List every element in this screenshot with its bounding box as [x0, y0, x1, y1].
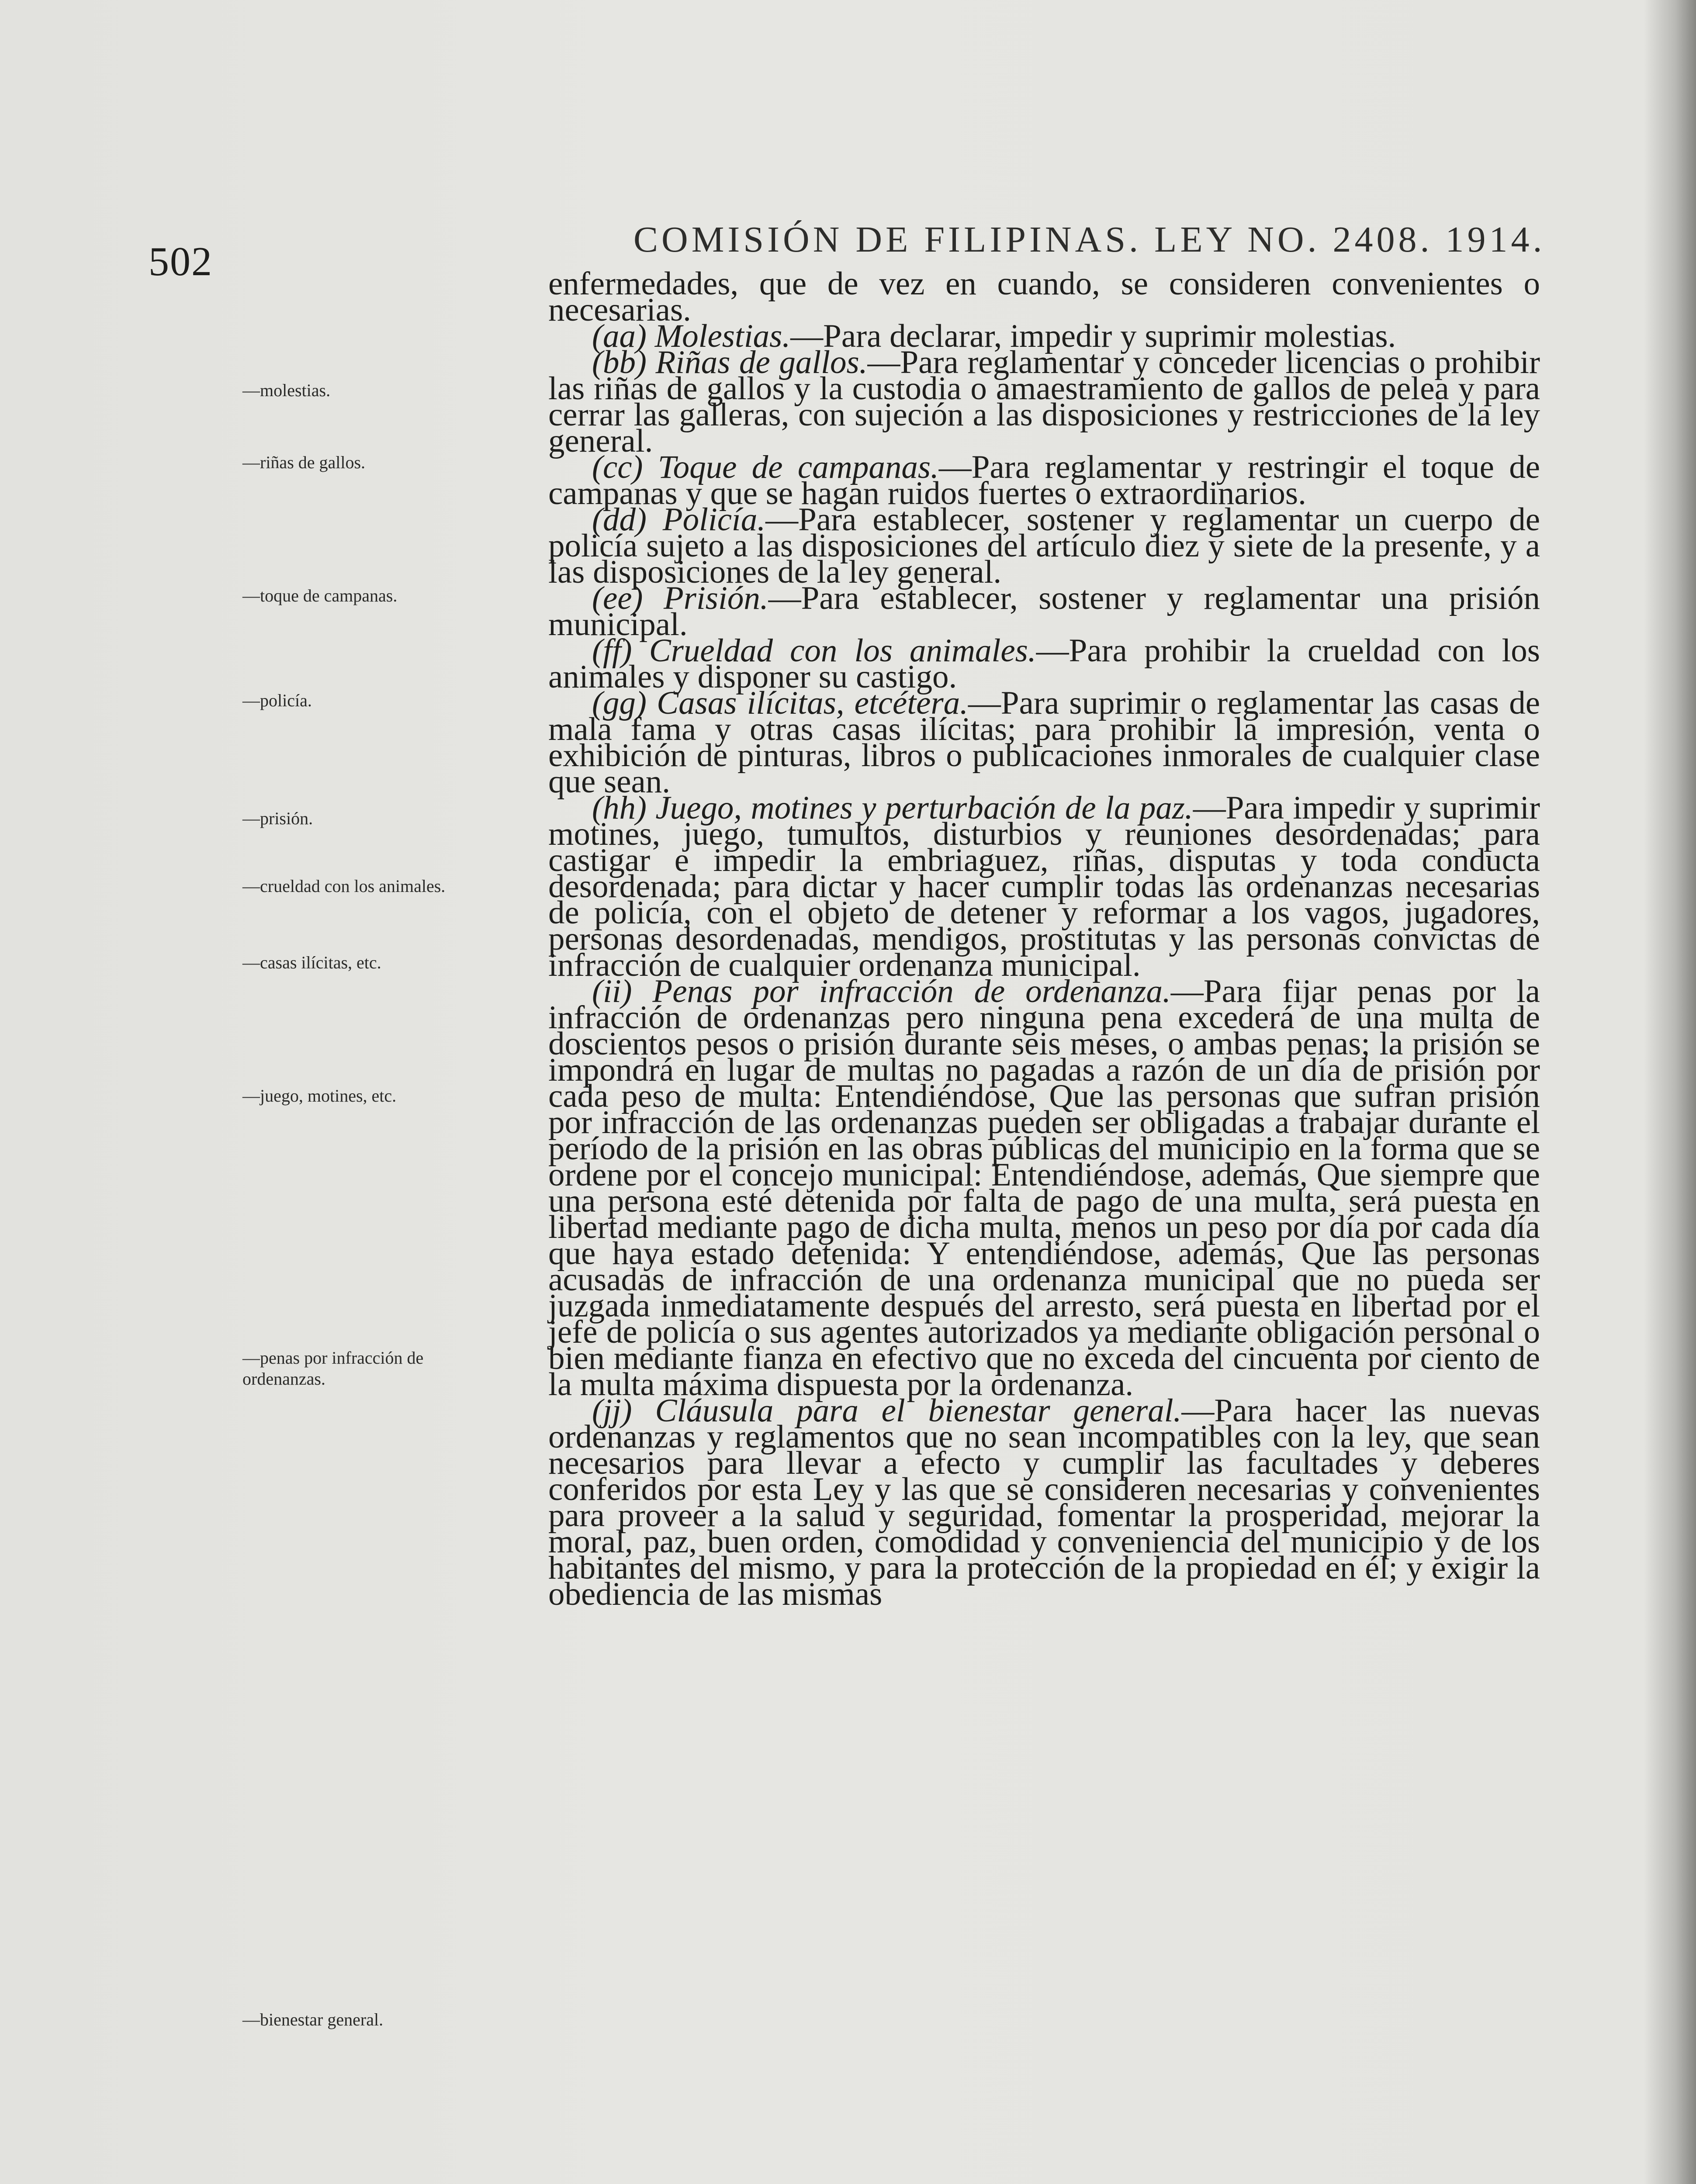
paragraph — [548, 344, 1540, 459]
paragraph-text: —Para impedir y suprimir motines, juego, tumultos, disturbios y reuniones desordenadas; para castigar e impedir la embriaguez, riñas, disputas y toda conducta desordenada; para dictar y hacer cumplir todas las ordenanzas necesarias de policía, con el objeto de detener y reformar a los vagos, jugadores, personas desordenadas, mendigos, prostitutas y las personas convictas de infracción de cualquier ordenanza municipal. — [548, 790, 1540, 983]
paragraph-label: (hh) Juego, motines y perturbación de la paz. — [592, 790, 1193, 826]
paragraph-label: (cc) Toque de campanas. — [592, 449, 939, 485]
body-text — [548, 266, 1540, 1612]
paragraph — [548, 790, 1540, 983]
paragraph-text: —Para suprimir o reglamentar las casas de mala fama y otras casas ilícitas; para prohibir la impresión, venta o exhibición de pinturas, libros o publicaciones inmorales de cualquier clase que sean. — [548, 685, 1540, 800]
paragraph — [548, 632, 1540, 695]
paragraph-label: (jj) Cláusula para el bienestar general. — [592, 1393, 1182, 1429]
paragraph-label: (aa) Molestias. — [592, 318, 791, 354]
sidenote-prision: —prisión. — [242, 809, 313, 828]
paragraph-label: (gg) Casas ilícitas, etcétera. — [592, 685, 968, 721]
sidenote-bienestar-general: —bienestar general. — [242, 2010, 384, 2029]
paragraph-label: (bb) Riñas de gallos. — [592, 344, 868, 380]
running-head: COMISIÓN DE FILIPINAS. LEY NO. 2408. 1914. — [633, 219, 1546, 260]
paragraph-text: —Para establecer, sostener y reglamentar un cuerpo de policía sujeto a las disposiciones del artículo diez y siete de la presente, y a las disposiciones de la ley general. — [548, 501, 1540, 590]
paragraph — [548, 973, 1540, 1403]
paragraph-text: —Para reglamentar y restringir el toque de campanas y que se hagan ruidos fuertes o extraordinarios. — [548, 449, 1540, 511]
sidenote-penas-por-infraccion: —penas por infracción de ordenanzas. — [242, 1348, 424, 1389]
paragraph — [548, 449, 1540, 511]
sidenote-crueldad-con-los-animales: —crueldad con los animales. — [242, 876, 446, 896]
sidenote-juego-motines: —juego, motines, etc. — [242, 1086, 397, 1106]
book-spine-shadow — [1644, 0, 1696, 2184]
paragraph — [548, 266, 1540, 328]
sidenote-casas-ilicitas: —casas ilícitas, etc. — [242, 953, 381, 972]
sidenote-rinas-de-gallos: —riñas de gallos. — [242, 453, 366, 472]
paragraph-text: —Para fijar penas por la infracción de ordenanzas pero ninguna pena excederá de una multa de doscientos pesos o prisión durante seis meses, o ambas penas; la prisión se impondrá en lugar de multas no pagadas a razón de un día de prisión por cada peso de multa: Entendiéndose, Que las personas que sufran prisión por infracción de las ordenanzas pueden ser obligadas a trabajar durante el período de la prisión en las obras públicas del municipio en la forma que se ordene por el concejo municipal: Entendiéndose, además, Que siempre que una persona esté detenida por falta de pago de una multa, será puesta en libertad mediante pago de dicha multa, menos un peso por día por cada día que haya estado detenida: Y entendiéndose, además, Que las personas acusadas de infracción de una ordenanza municipal que no pueda ser juzgada inmediatamente después del arresto, será puesta en libertad por el jefe de policía o sus agentes autorizados ya mediante obligación personal o bien mediante fianza en efectivo que no exceda del cincuenta por ciento de la multa máxima dispuesta por la ordenanza. — [548, 973, 1540, 1403]
paragraph-text: —Para hacer las nuevas ordenanzas y reglamentos que no sean incompatibles con la ley, que sean necesarios para llevar a efecto y cumplir las facultades y deberes conferidos por esta Ley y las que se consideren necesarias y convenientes para proveer a la salud y seguridad, fomentar la prosperidad, mejorar la moral, paz, buen orden, comodidad y conveniencia del municipio y de los habitantes del mismo, y para la protección de la propiedad en él; y exigir la obediencia de las mismas — [548, 1393, 1540, 1612]
paragraph — [548, 685, 1540, 800]
paragraph — [548, 580, 1540, 643]
paragraph-label: (ii) Penas por infracción de ordenanza. — [592, 973, 1171, 1009]
sidenote-toque-de-campanas: —toque de campanas. — [242, 586, 398, 605]
paragraph — [548, 1393, 1540, 1612]
paragraph-text: enfermedades, que de vez en cuando, se consideren convenientes o necesarias. — [548, 266, 1540, 328]
paragraph-label: (ff) Crueldad con los animales. — [592, 632, 1036, 669]
paragraph-text: —Para prohibir la crueldad con los animales y disponer su castigo. — [548, 632, 1540, 695]
sidenote-molestias: —molestias. — [242, 380, 331, 400]
paragraph — [548, 501, 1540, 590]
page-number: 502 — [149, 239, 213, 284]
paragraph-text: —Para declarar, impedir y suprimir molestias. — [790, 318, 1396, 354]
sidenote-policia: —policía. — [242, 691, 312, 710]
paragraph-label: (ee) Prisión. — [592, 580, 768, 616]
paragraph-text: —Para establecer, sostener y reglamentar una prisión municipal. — [548, 580, 1540, 643]
paragraph-label: (dd) Policía. — [592, 501, 766, 538]
paragraph-text: —Para reglamentar y conceder licencias o prohibir las riñas de gallos y la custodia o amaestramiento de gallos de pelea y para cerrar las galleras, con sujeción a las disposiciones y restricciones de la ley general. — [548, 344, 1540, 459]
